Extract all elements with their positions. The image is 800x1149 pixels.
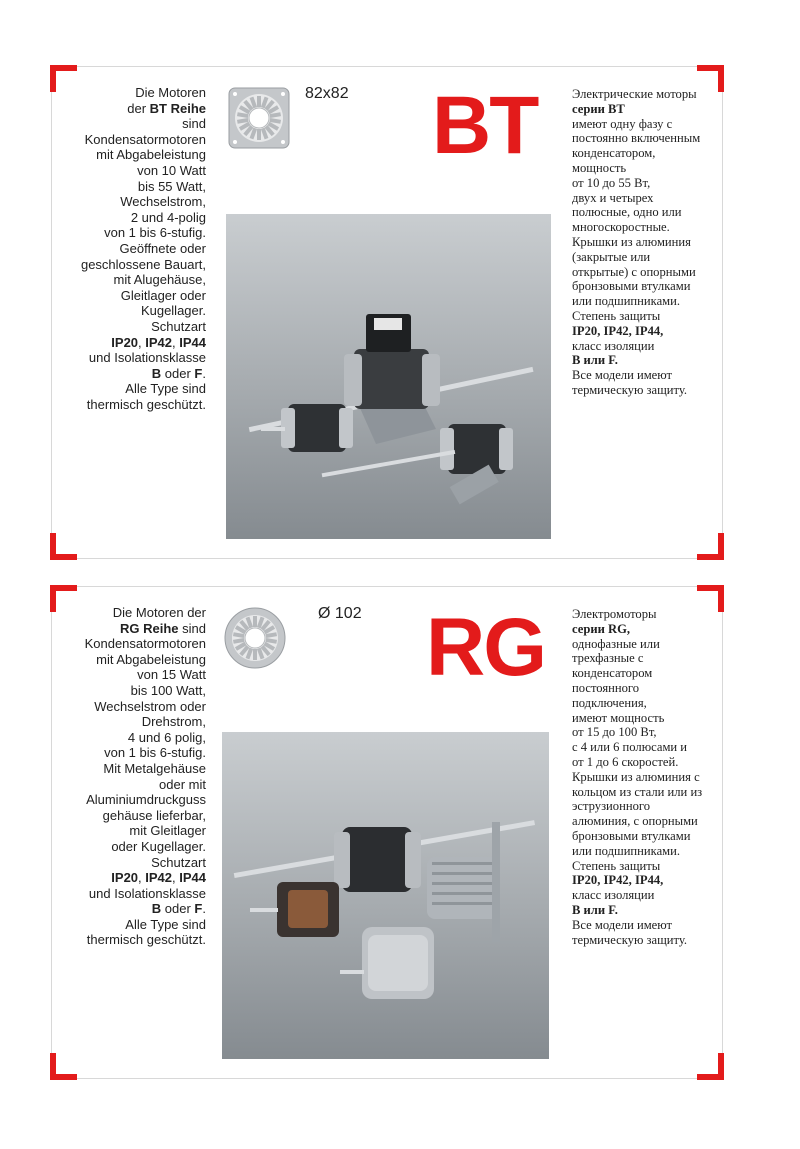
text-line: Geöffnete oder bbox=[119, 240, 206, 256]
rg-series-panel bbox=[51, 586, 723, 1079]
rg-motors-illustration bbox=[222, 732, 549, 1059]
text-line: mit Abgabeleistung bbox=[96, 651, 206, 667]
text-line: von 1 bis 6-stufig. bbox=[104, 745, 206, 761]
text-line: Все модели имеют bbox=[572, 368, 672, 383]
text-line: или подшипниками. bbox=[572, 843, 681, 858]
stator-lamination-square-icon bbox=[228, 87, 290, 149]
text-line: B или F. bbox=[572, 353, 618, 368]
text-line: (закрытые или bbox=[572, 249, 651, 264]
text-line: алюминия, с опорными bbox=[572, 814, 698, 829]
text-line: имеют одну фазу с bbox=[572, 116, 673, 131]
rg-size-label: Ø 102 bbox=[318, 605, 362, 622]
text-line: 4 und 6 polig, bbox=[127, 729, 206, 745]
text-line: Alle Type sind bbox=[125, 381, 206, 397]
text-line: Alle Type sind bbox=[125, 916, 206, 932]
text-line-ip: IP20, IP42, IP44 bbox=[111, 334, 206, 350]
rg-motors-photo bbox=[222, 732, 549, 1059]
text-line: Die Motoren bbox=[135, 85, 206, 100]
text-line: серии BT bbox=[572, 101, 625, 116]
text-line: von 15 Watt bbox=[137, 667, 206, 683]
text-line: бронзовыми втулками bbox=[572, 279, 691, 294]
text-line: Mit Metalgehäuse bbox=[103, 760, 206, 776]
rg-series-title: RG bbox=[426, 602, 545, 693]
text-line: двух и четырех bbox=[572, 190, 654, 205]
corner-mark-bottom-left bbox=[50, 1053, 77, 1080]
text-line: подключения, bbox=[572, 695, 647, 710]
text-line: mit Abgabeleistung bbox=[96, 147, 206, 163]
text-line: Kugellager. bbox=[140, 303, 206, 319]
text-line: thermisch geschützt. bbox=[86, 932, 206, 948]
text-line: 2 und 4-polig bbox=[130, 209, 206, 225]
text-line: класс изоляции bbox=[572, 338, 655, 353]
text-line: имеют мощность bbox=[572, 710, 665, 725]
text-line: кольцом из стали или из bbox=[572, 784, 703, 799]
text-line: Schutzart bbox=[151, 854, 206, 870]
bt-german-description bbox=[62, 85, 206, 412]
text-line: Kondensatormotoren bbox=[84, 636, 206, 652]
text-line: RG Reihe sind bbox=[120, 620, 206, 636]
text-line: однофазные или bbox=[572, 636, 660, 651]
text-line: Wechselstrom oder bbox=[94, 698, 206, 714]
text-line: sind bbox=[182, 116, 206, 132]
text-line: от 10 до 55 Вт, bbox=[572, 175, 651, 190]
text-line: класс изоляции bbox=[572, 888, 655, 903]
text-line-class: B oder F. bbox=[151, 901, 206, 917]
text-line: von 1 bis 6-stufig. bbox=[104, 225, 206, 241]
corner-mark-bottom-right bbox=[697, 533, 724, 560]
text-line: многоскоростные. bbox=[572, 220, 670, 235]
text-line: от 1 до 6 скоростей. bbox=[572, 754, 679, 769]
text-line: термическую защиту. bbox=[572, 932, 688, 947]
text-line-ip: IP20, IP42, IP44 bbox=[111, 870, 206, 886]
text-line: Aluminiumdruckguss bbox=[86, 792, 206, 808]
text-line: geschlossene Bauart, bbox=[80, 256, 206, 272]
text-line: oder Kugellager. bbox=[111, 838, 206, 854]
text-line: Электрические моторы bbox=[572, 87, 697, 101]
text-line: IP20, IP42, IP44, bbox=[572, 873, 664, 888]
text-line: с 4 или 6 полюсами и bbox=[572, 740, 688, 755]
text-line: Электромоторы bbox=[572, 607, 657, 621]
text-line: Все модели имеют bbox=[572, 917, 672, 932]
text-line: IP20, IP42, IP44, bbox=[572, 323, 664, 338]
text-line: эструзионного bbox=[572, 799, 651, 814]
text-line: Schutzart bbox=[151, 318, 206, 334]
text-line: конденсатором bbox=[572, 666, 653, 681]
bt-series-panel bbox=[51, 66, 723, 559]
bt-motors-illustration bbox=[226, 214, 551, 539]
text-line: und Isolationsklasse bbox=[88, 885, 206, 901]
rg-russian-description bbox=[572, 607, 720, 947]
text-line: von 10 Watt bbox=[137, 162, 206, 178]
text-line: термическую защиту. bbox=[572, 382, 688, 397]
text-line: мощность bbox=[572, 160, 627, 175]
text-line: Kondensatormotoren bbox=[84, 131, 206, 147]
text-line: Drehstrom, bbox=[141, 714, 206, 730]
text-line: Крышки из алюминия bbox=[572, 234, 691, 249]
corner-mark-bottom-left bbox=[50, 533, 77, 560]
text-line: Степень защиты bbox=[572, 858, 661, 873]
text-line: Die Motoren der bbox=[112, 605, 206, 620]
text-line: B или F. bbox=[572, 902, 618, 917]
text-line: bis 55 Watt, bbox=[137, 178, 206, 194]
text-line: Gleitlager oder bbox=[120, 287, 206, 303]
text-line: mit Gleitlager bbox=[129, 823, 206, 839]
corner-mark-bottom-right bbox=[697, 1053, 724, 1080]
text-line: конденсатором, bbox=[572, 146, 656, 161]
text-line: oder mit bbox=[159, 776, 206, 792]
text-line: открытые) с опорными bbox=[572, 264, 696, 279]
text-line: mit Alugehäuse, bbox=[113, 272, 206, 288]
bt-russian-description bbox=[572, 87, 720, 398]
text-line: Wechselstrom, bbox=[120, 194, 206, 210]
text-line: или подшипниками. bbox=[572, 294, 681, 309]
bt-size-label: 82x82 bbox=[305, 85, 349, 102]
text-line: thermisch geschützt. bbox=[86, 396, 206, 412]
stator-lamination-round-icon bbox=[224, 607, 286, 669]
text-line: Крышки из алюминия с bbox=[572, 769, 700, 784]
text-line: bis 100 Watt, bbox=[130, 682, 206, 698]
bt-motors-photo bbox=[226, 214, 551, 539]
bt-series-title: BT bbox=[432, 80, 538, 171]
text-line: der BT Reihe bbox=[127, 100, 206, 116]
text-line: бронзовыми втулками bbox=[572, 828, 691, 843]
text-line: gehäuse lieferbar, bbox=[102, 807, 206, 823]
text-line: постоянно включенным bbox=[572, 131, 701, 146]
text-line: und Isolationsklasse bbox=[88, 350, 206, 366]
text-line: трехфазные с bbox=[572, 651, 644, 666]
text-line-class: B oder F. bbox=[151, 365, 206, 381]
text-line: полюсные, одно или bbox=[572, 205, 682, 220]
rg-german-description bbox=[62, 605, 206, 948]
text-line: Степень защиты bbox=[572, 308, 661, 323]
text-line: постоянного bbox=[572, 680, 640, 695]
text-line: от 15 до 100 Вт, bbox=[572, 725, 657, 740]
text-line: серии RG, bbox=[572, 621, 631, 636]
